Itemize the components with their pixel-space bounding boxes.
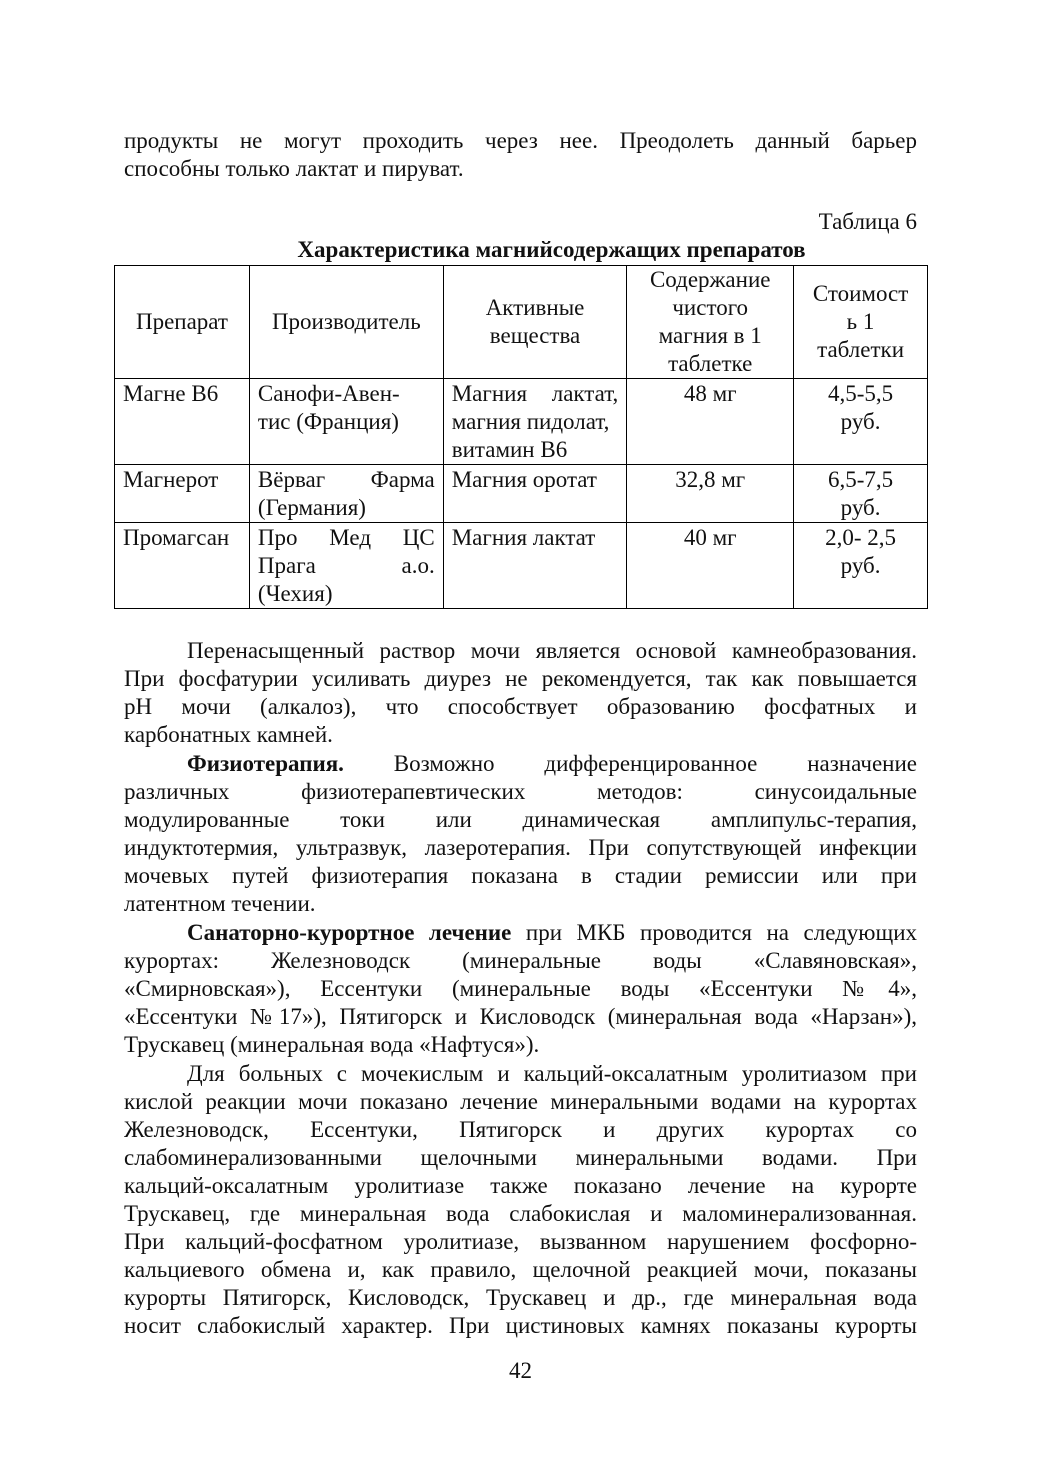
paragraph-line: Для больных с мочекислым и кальций-оксалатным уролитиазом при [187, 1061, 917, 1086]
drug-name: Магне В6 [115, 379, 250, 465]
paragraph-line: модулированные токи или динамическая амплипульс-терапия, [124, 807, 917, 832]
paragraph-line: слабоминерализованными щелочными минеральными водами. При [124, 1145, 917, 1170]
substance-line: магния пидолат, [451, 409, 610, 434]
paragraph-line: различных физиотерапевтических методов: синусоидальные [124, 779, 917, 804]
paragraph-line: «Ессентуки №17»), Пятигорск и Кисловодск (минеральная вода «Нарзан»), [124, 1004, 917, 1029]
header-manufacturer: Производитель [249, 266, 443, 379]
manufacturer [249, 523, 443, 609]
paragraph-line [187, 750, 917, 778]
magnesium-content: 40 мг [627, 523, 794, 609]
table-title: Характеристика магнийсодержащих препаратов [297, 237, 806, 262]
drug-name: Промагсан [115, 523, 250, 609]
table-row [115, 465, 928, 523]
header-magnesium: Содержание чистого магния в 1 таблетке [627, 266, 794, 379]
manufacturer [249, 465, 443, 523]
intro-line-1: продукты не могут проходить через нее. Преодолеть данный барьер [124, 128, 917, 153]
paragraph-line-rest: Возможно дифференцированное назначение [393, 751, 917, 776]
spa-treatment-heading: Санаторно-курортное лечение [187, 920, 512, 945]
manufacturer-line: (Чехия) [257, 581, 333, 606]
paragraph-line: Трускавец, где минеральная вода слабокислая и маломинерализованная. [124, 1201, 917, 1226]
active-substances [443, 379, 627, 465]
substance-line: Магния оротат [451, 467, 597, 492]
manufacturer [249, 379, 443, 465]
drug-name: Магнерот [115, 465, 250, 523]
paragraph-line: «Смирновская»), Ессентуки (минеральные воды «Ессентуки №4», [124, 976, 917, 1001]
active-substances [443, 523, 627, 609]
price: 4,5-5,5 руб. [794, 379, 928, 465]
paragraph-line: носит слабокислый характер. При цистиновых камнях показаны курорты [124, 1313, 917, 1338]
substance-line: Магния лактат, [451, 381, 619, 406]
manufacturer-line: Про Мед ЦС [257, 525, 435, 550]
substance-line: Магния лактат [451, 525, 596, 550]
magnesium-drugs-table [114, 265, 928, 609]
manufacturer-line: Прага а.о. [257, 553, 435, 578]
paragraph-line: При фосфатурии усиливать диурез не рекомендуется, так как повышается [124, 666, 917, 691]
header-price: Стоимост ь 1 таблетки [794, 266, 928, 379]
intro-line-2: способны только лактат и пируват. [124, 156, 464, 181]
price: 2,0- 2,5 руб. [794, 523, 928, 609]
substance-line: витамин В6 [451, 437, 568, 462]
paragraph-line: pH мочи (алкалоз), что способствует образованию фосфатных и [124, 694, 917, 719]
paragraph-line: кальциевого обмена и, как правило, щелочной реакцией мочи, показаны [124, 1257, 917, 1282]
paragraph-line: Перенасыщенный раствор мочи является основой камнеобразования. [187, 638, 917, 663]
paragraph-line-rest: при МКБ проводится на следующих [525, 920, 918, 945]
price: 6,5-7,5 руб. [794, 465, 928, 523]
paragraph-line: кальций-оксалатным уролитиазе также показано лечение на курорте [124, 1173, 917, 1198]
table-row [115, 379, 928, 465]
header-drug: Препарат [115, 266, 250, 379]
page-number: 42 [509, 1358, 532, 1383]
paragraph-line: курорты Пятигорск, Кисловодск, Трускавец и др., где минеральная вода [124, 1285, 917, 1310]
physiotherapy-heading: Физиотерапия. [187, 751, 344, 776]
paragraph-line: индуктотермия, ультразвук, лазеротерапия. При сопутствующей инфекции [124, 835, 917, 860]
table-caption: Таблица 6 [818, 209, 917, 234]
manufacturer-line: (Германия) [257, 495, 366, 520]
paragraph-line: карбонатных камней. [124, 722, 333, 747]
table-header-row [115, 266, 928, 379]
manufacturer-line: Вёрваг Фарма [257, 467, 435, 492]
paragraph-line: курортах: Железноводск (минеральные воды «Славяновская», [124, 948, 917, 973]
manufacturer-line: Санофи-Авен- [257, 381, 400, 406]
paragraph-line: кислой реакции мочи показано лечение минеральными водами на курортах [124, 1089, 917, 1114]
active-substances [443, 465, 627, 523]
paragraph-line: Железноводск, Ессентуки, Пятигорск и других курортах со [124, 1117, 917, 1142]
header-substances: Активные вещества [443, 266, 627, 379]
manufacturer-line: тис (Франция) [257, 409, 399, 434]
magnesium-content: 48 мг [627, 379, 794, 465]
paragraph-line: При кальций-фосфатном уролитиазе, вызванном нарушением фосфорно- [124, 1229, 917, 1254]
table-row [115, 523, 928, 609]
paragraph-line: мочевых путей физиотерапия показана в стадии ремиссии или при [124, 863, 917, 888]
paragraph-line: латентном течении. [124, 891, 316, 916]
magnesium-content: 32,8 мг [627, 465, 794, 523]
paragraph-line [187, 919, 917, 947]
paragraph-line: Трускавец (минеральная вода «Нафтуся»). [124, 1032, 540, 1057]
